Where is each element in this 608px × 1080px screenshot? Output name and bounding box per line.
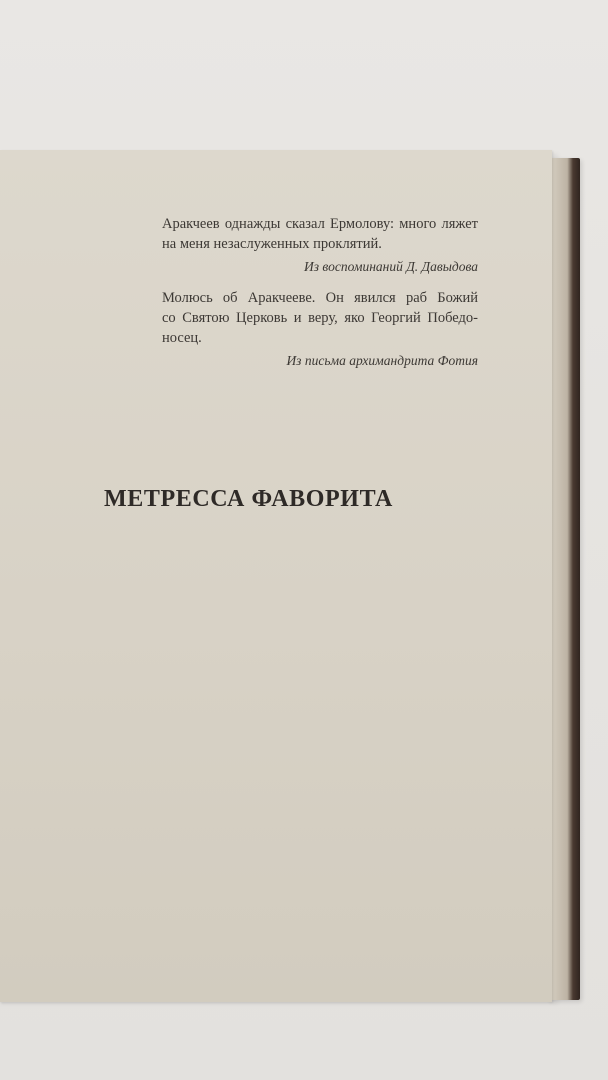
epigraph-1-source: Из воспоминаний Д. Давыдова [304, 259, 478, 274]
epigraph-1-line-1: Аракчеев однажды сказал Ермолову: много ляжет [162, 216, 478, 232]
chapter-title: МЕТРЕССА ФАВОРИТА [104, 486, 393, 512]
epigraph-1 [162, 214, 478, 277]
epigraph-2-line-3: носец. [162, 330, 202, 346]
epigraph-2-line-2: со Святою Церковь и веру, яко Георгий Победо- [162, 310, 478, 326]
book-cover-edge [548, 158, 580, 1000]
epigraph-2-line-1: Молюсь об Аракчееве. Он явился раб Божий [162, 290, 478, 306]
epigraph-1-line-2: на меня незаслуженных проклятий. [162, 236, 382, 252]
book-page [0, 150, 552, 1002]
page-content [0, 150, 552, 1002]
epigraph-2-source: Из письма архимандрита Фотия [286, 353, 478, 368]
epigraph-2 [162, 288, 478, 371]
